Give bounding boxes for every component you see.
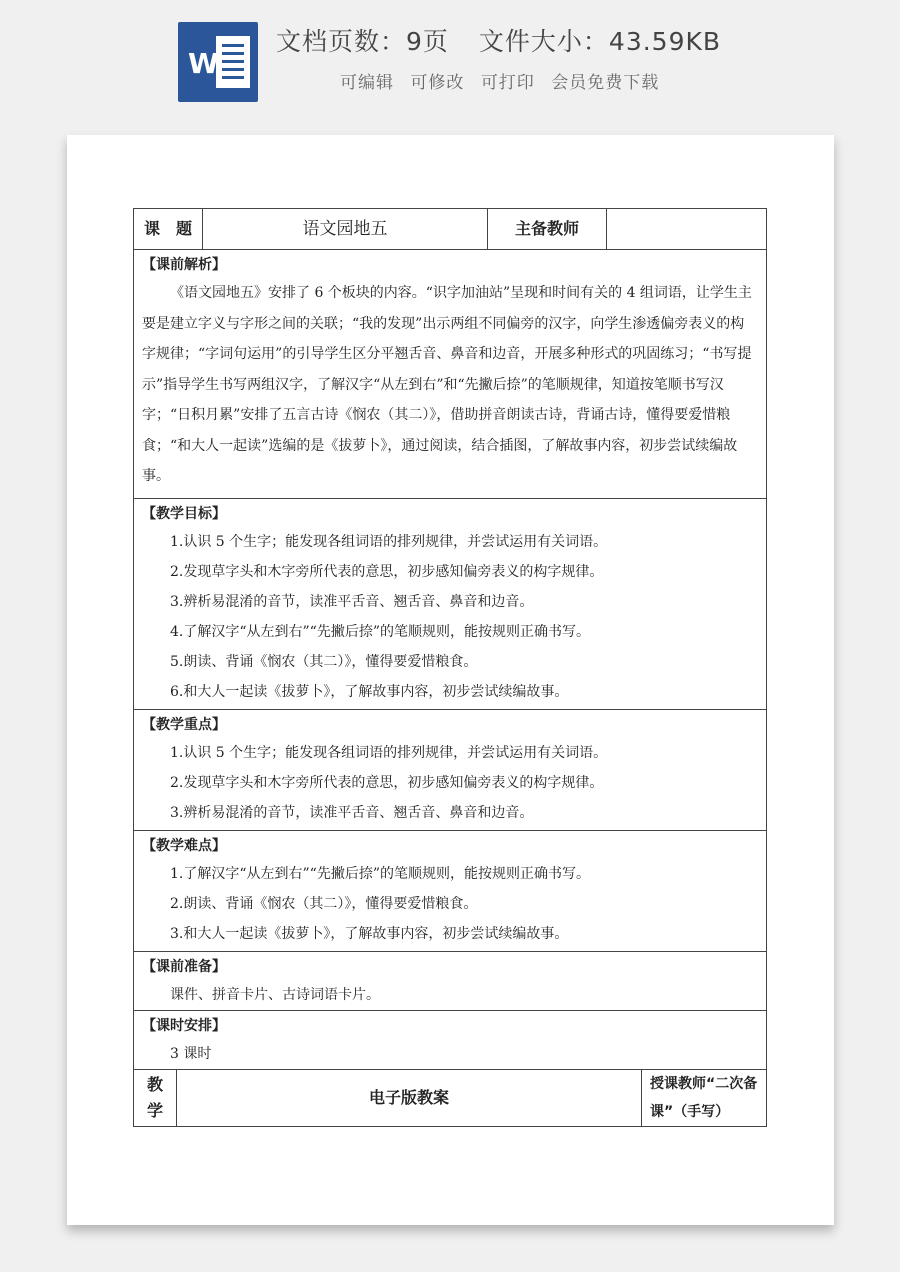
footer-left-top: 教 (146, 1074, 163, 1094)
goal-item: 5.朗读、背诵《悯农（其二）》，懂得要爱惜粮食。 (170, 653, 478, 670)
word-icon (178, 22, 258, 102)
difficulties-title: 【教学难点】 (142, 837, 226, 854)
document-page (67, 135, 834, 1225)
download-banner (0, 0, 900, 125)
key-point-item: 3.辨析易混淆的音节，读准平舌音、翘舌音、鼻音和边音。 (170, 804, 534, 821)
schedule-text: 3 课时 (170, 1045, 212, 1062)
goal-item: 2.发现草字头和木字旁所代表的意思，初步感知偏旁表义的构字规律。 (170, 563, 604, 580)
file-size: 文件大小：43.59KB (478, 27, 722, 56)
topic-value: 语文园地五 (203, 209, 488, 250)
teacher-label: 主备教师 (488, 209, 607, 250)
difficulties-row (134, 830, 767, 951)
prep-text: 课件、拼音卡片、古诗词语卡片。 (170, 986, 380, 1003)
page-count: 文档页数：9页 (276, 27, 449, 56)
difficulty-item: 2.朗读、背诵《悯农（其二）》，懂得要爱惜粮食。 (170, 895, 478, 912)
feature-printable: 可打印 (480, 73, 535, 93)
feature-list (340, 68, 740, 93)
goal-item: 4.了解汉字“从左到右”“先撇后捺”的笔顺规则，能按规则正确书写。 (170, 623, 590, 640)
feature-modifiable: 可修改 (410, 73, 465, 93)
feature-editable: 可编辑 (340, 73, 394, 93)
footer-right: 授课教师“二次备课”（手写） (642, 1069, 767, 1126)
analysis-text: 《语文园地五》安排了 6 个板块的内容。“识字加油站”呈现和时间有关的 4 组词语，让学生主要是建立字义与字形之间的关联；“我的发现”出示两组不同偏旁的汉字，向学生渗透偏旁表义的构字规律；“字词句运用”的引导学生区分平翘舌音、鼻音和边音，开展多种形式的巩固练习；“书写提示”指导学生书写两组汉字，了解汉字“从左到右”和“先撇后捺”的笔顺规律，知道按笔顺书写汉字；“日积月累”安排了五言古诗《悯农（其二）》，借助拼音朗读古诗，背诵古诗，懂得要爱惜粮食；“和大人一起读”选编的是《拔萝卜》，通过阅读，结合插图，了解故事内容，初步尝试续编故事。 (142, 285, 752, 484)
key-points-row (134, 709, 767, 830)
goals-title: 【教学目标】 (142, 505, 226, 522)
schedule-row (134, 1010, 767, 1069)
analysis-title: 【课前解析】 (142, 257, 226, 273)
lesson-plan-table (133, 208, 767, 1127)
key-points-title: 【教学重点】 (142, 716, 226, 733)
goal-item: 3.辨析易混淆的音节，读准平舌音、翘舌音、鼻音和边音。 (170, 593, 534, 610)
prep-row (134, 951, 767, 1010)
goals-row (134, 498, 767, 709)
schedule-title: 【课时安排】 (142, 1017, 226, 1034)
footer-center: 电子版教案 (177, 1069, 642, 1126)
word-letter: W (188, 47, 219, 80)
difficulty-item: 1.了解汉字“从左到右”“先撇后捺”的笔顺规则，能按规则正确书写。 (170, 865, 590, 882)
header-row (134, 209, 767, 250)
file-info (276, 22, 836, 58)
teacher-value (607, 209, 767, 250)
footer-left-bottom: 学 (146, 1100, 163, 1120)
footer-left (134, 1069, 177, 1126)
difficulty-item: 3.和大人一起读《拔萝卜》，了解故事内容，初步尝试续编故事。 (170, 925, 569, 942)
key-point-item: 2.发现草字头和木字旁所代表的意思，初步感知偏旁表义的构字规律。 (170, 774, 604, 791)
feature-member-download: 会员免费下载 (551, 73, 660, 93)
prep-title: 【课前准备】 (142, 958, 226, 975)
goal-item: 6.和大人一起读《拔萝卜》，了解故事内容，初步尝试续编故事。 (170, 683, 569, 700)
analysis-row (134, 250, 767, 499)
footer-row (134, 1069, 767, 1126)
goal-item: 1.认识 5 个生字；能发现各组词语的排列规律，并尝试运用有关词语。 (170, 533, 608, 550)
topic-label: 课 题 (134, 209, 203, 250)
key-point-item: 1.认识 5 个生字；能发现各组词语的排列规律，并尝试运用有关词语。 (170, 744, 608, 761)
